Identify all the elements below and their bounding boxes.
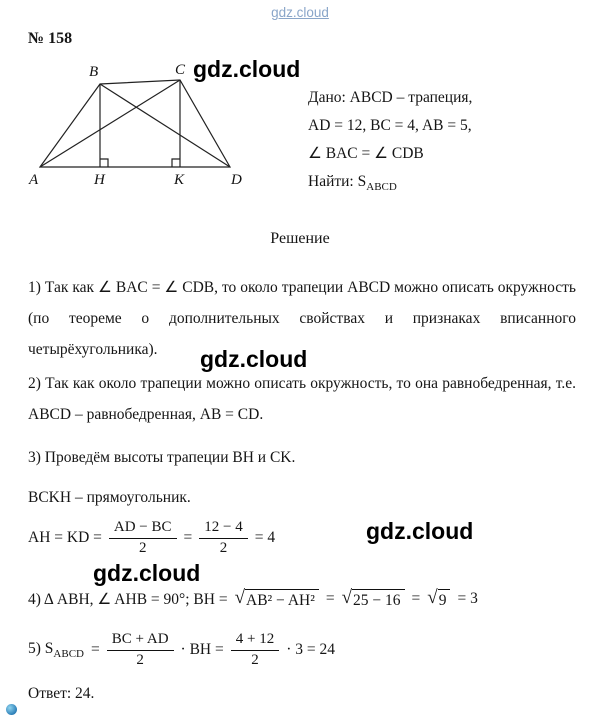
step5-suffix: · 3 = 24 [286,641,335,658]
trapezoid-diagram [28,62,250,190]
step5-prefix: 5) $S_{ABCD}$ [28,639,84,661]
point-label-a: A [29,172,39,188]
watermark-gdz-cloud: gdz.cloud [200,346,308,372]
given-find-line: Найти: $S_{ABCD}$ [308,173,397,194]
square-root: √ 9 [427,588,450,610]
watermark-gdz-cloud: gdz.cloud [193,56,301,82]
point-label-b: B [89,64,99,80]
point-label-d: D [231,172,242,188]
watermark-gdz-cloud: gdz.cloud [93,560,201,586]
solution-step-1: 1) Так как ∠ BAC = ∠ CDB, то около трапеции ABCD можно описать окружность (по теореме о дополнительных свойствах и признаках вписанного четырёхугольника). [28,279,576,358]
answer-line: Ответ: 24. [28,685,95,702]
right-angle-mark-h [100,159,108,167]
solution-step-5 [28,630,335,670]
radical-sign: √ [427,587,438,608]
point-label-h: H [94,172,105,188]
step5-mid: · BH = [180,641,224,658]
watermark-logo-icon [6,704,17,715]
rectangle-note: BCKH – прямоугольник. [28,489,191,506]
formula-ah [28,518,275,558]
formula-ah-lhs: AH = KD = [28,529,102,546]
step4-result: = 3 [457,590,478,607]
fraction: $\frac{4 + 12}{2}$ [231,630,279,670]
step4-prefix: 4) Δ ABH, ∠ AHB = 90°; BH = [28,590,228,608]
given-line-3: ∠ BAC = ∠ CDB [308,145,424,162]
trapezoid-outline [40,80,230,167]
right-angle-mark-k [172,159,180,167]
solution-heading: Решение [270,230,330,247]
square-root: √ AB² − AH² [235,588,319,610]
given-line-2: AD = 12, BC = 4, AB = 5, [308,117,472,134]
solution-step-2: 2) Так как около трапеции можно описать окружность, то она равнобедренная, т.е. ABCD – равнобедренная, AB = CD. [28,375,576,423]
radical-sign: √ [341,587,353,608]
formula-ah-result: = 4 [254,529,276,546]
watermark-gdz-cloud: gdz.cloud [366,518,474,544]
fraction: $\frac{12 - 4}{2}$ [199,518,247,558]
diagonal-ac [40,80,180,167]
diagonal-bd [100,84,230,167]
equals-sign: = [183,529,193,546]
equals-sign: = [90,641,100,658]
watermark-top: gdz.cloud [271,5,329,20]
equals-sign: = [411,590,421,607]
problem-number: № 158 [28,30,73,47]
given-line-1: Дано: ABCD – трапеция, [308,89,473,106]
fraction: $\frac{AD - BC}{2}$ [109,518,177,558]
point-label-k: K [174,172,185,188]
solution-step-3: 3) Проведём высоты трапеции BH и CK. [28,449,296,466]
fraction: $\frac{BC + AD}{2}$ [107,630,174,670]
solution-step-4 [28,588,478,610]
equals-sign: = [325,590,335,607]
given-block [308,84,472,201]
s-abcd-subscript: ABCD [53,648,84,661]
square-root: √ 25 − 16 [342,588,405,610]
find-subscript: ABCD [366,181,397,194]
radical-sign: √ [234,587,245,608]
point-label-c: C [175,62,186,78]
